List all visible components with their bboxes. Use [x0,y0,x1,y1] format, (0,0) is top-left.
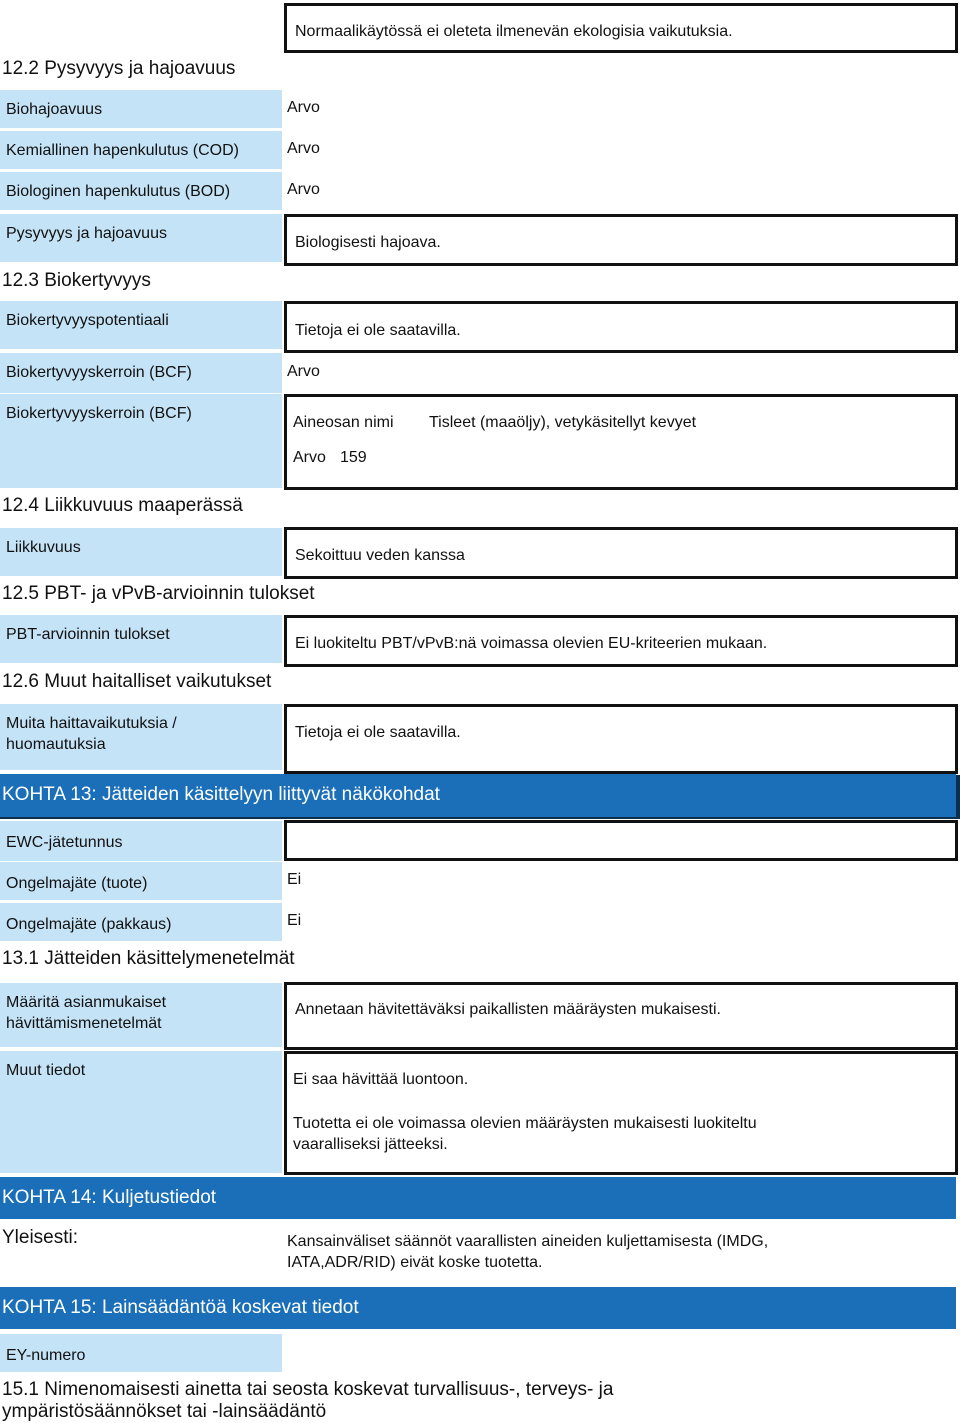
value-other-effects: Tietoja ei ole saatavilla. [284,704,958,774]
heading-12-2: 12.2 Pysyvyys ja hajoavuus [2,58,236,79]
value-disposal-methods: Annetaan hävitettäväksi paikallisten määräysten mukaisesti. [284,982,958,1050]
label-bod: Biologinen hapenkulutus (BOD) [0,172,282,210]
heading-15-1: 15.1 Nimenomaisesti ainetta tai seosta koskevat turvallisuus-, terveys- ja ympäristösäännökset tai -lainsäädäntö [2,1379,614,1422]
label-mobility: Liikkuvuus [0,528,282,576]
label-disposal-methods: Määritä asianmukaiset hävittämismenetelmät [0,983,282,1047]
label-ewc-code: EWC-jätetunnus [0,821,282,861]
bcf-2-details [284,394,958,490]
heading-13-1: 13.1 Jätteiden käsittelymenetelmät [2,948,295,969]
section-13-title: KOHTA 13: Jätteiden käsittelyyn liittyvät näkökohdat [0,774,956,817]
label-other-info: Muut tiedot [0,1051,282,1173]
label-pbt-results: PBT-arvioinnin tulokset [0,615,282,663]
value-persistence: Biologisesti hajoava. [284,214,958,266]
value-bcf-1: Arvo [287,363,320,380]
label-ec-number: EY-numero [0,1334,282,1372]
bcf-value-key: Arvo [293,449,326,466]
value-mobility: Sekoittuu veden kanssa [284,527,958,579]
label-cod: Kemiallinen hapenkulutus (COD) [0,131,282,169]
value-hazardous-waste-package: Ei [287,912,302,929]
label-hazardous-waste-product: Ongelmajäte (tuote) [0,862,282,900]
heading-12-6: 12.6 Muut haitalliset vaikutukset [2,671,272,692]
value-general: Kansainväliset säännöt vaarallisten aineiden kuljettamisesta (IMDG, IATA,ADR/RID) eivät koske tuotetta. [287,1233,769,1271]
label-bioaccumulation-potential: Biokertyvyyspotentiaali [0,301,282,349]
heading-12-3: 12.3 Biokertyvyys [2,270,151,291]
value-bod: Arvo [287,181,320,198]
label-biodegradability: Biohajoavuus [0,90,282,128]
ecological-effects-note-text: Normaalikäytössä ei oleteta ilmenevän ekologisia vaikutuksia. [295,23,733,40]
heading-12-5: 12.5 PBT- ja vPvB-arvioinnin tulokset [2,583,315,604]
bcf-value: 159 [340,449,367,466]
section-15-title: KOHTA 15: Lainsäädäntöä koskevat tiedot [0,1287,956,1329]
ecological-effects-note [284,3,958,53]
value-cod: Arvo [287,140,320,157]
other-info-line-1: Ei saa hävittää luontoon. [293,1071,469,1088]
label-persistence: Pysyvyys ja hajoavuus [0,214,282,262]
label-bcf-2: Biokertyvyyskerroin (BCF) [0,394,282,488]
value-biodegradability: Arvo [287,99,320,116]
value-ewc-code [284,820,958,861]
section-14-title: KOHTA 14: Kuljetustiedot [0,1177,956,1219]
value-hazardous-waste-product: Ei [287,871,302,888]
ingredient-name-value: Tisleet (maaöljy), vetykäsitellyt kevyet [429,414,697,431]
value-bioaccumulation-potential: Tietoja ei ole saatavilla. [284,301,958,353]
value-pbt-results: Ei luokiteltu PBT/vPvB:nä voimassa olevien EU-kriteerien mukaan. [284,615,958,667]
ingredient-name-key: Aineosan nimi [293,414,394,431]
label-general: Yleisesti: [2,1227,79,1248]
label-other-effects: Muita haittavaikutuksia / huomautuksia [0,704,282,770]
label-bcf-1: Biokertyvyyskerroin (BCF) [0,353,282,393]
label-hazardous-waste-package: Ongelmajäte (pakkaus) [0,903,282,941]
value-other-info [284,1051,958,1175]
other-info-line-2: Tuotetta ei ole voimassa olevien määräysten mukaisesti luokiteltu vaaralliseksi jätteeksi. [293,1115,757,1153]
heading-12-4: 12.4 Liikkuvuus maaperässä [2,495,243,516]
